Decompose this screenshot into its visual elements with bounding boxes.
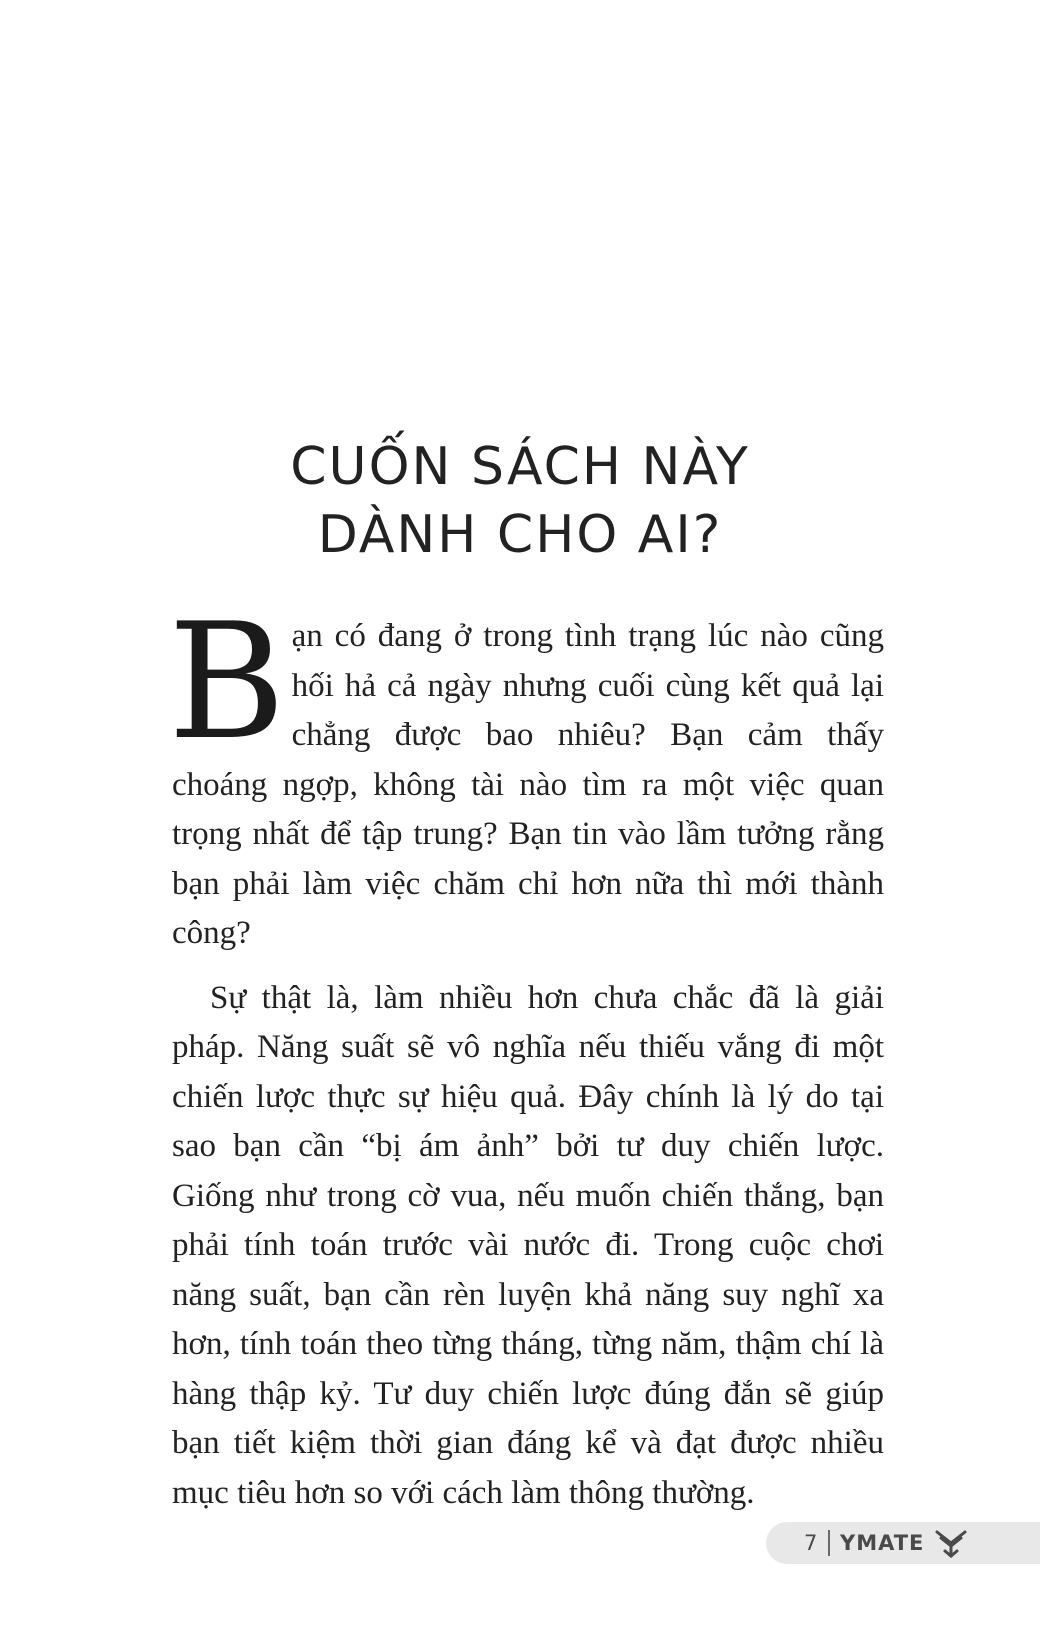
drop-cap: B (168, 588, 286, 775)
chapter-title-line-1: CUỐN SÁCH NÀY (290, 436, 750, 497)
footer-divider (828, 1530, 830, 1556)
page-number: 7 (804, 1531, 818, 1555)
brand-name: YMATE (840, 1531, 925, 1555)
paragraph-1 (168, 588, 884, 959)
body-text (168, 588, 884, 1518)
page-footer-tab (766, 1522, 1040, 1564)
ymate-logo-icon (934, 1528, 968, 1558)
chapter-title-line-2: DÀNH CHO AI? (317, 504, 723, 565)
paragraph-2: Sự thật là, làm nhiều hơn chưa chắc đã là giải pháp. Năng suất sẽ vô nghĩa nếu thiếu vắng đi một chiến lược thực sự hiệu quả. Đây chính là lý do tại sao bạn cần “bị ám ảnh” bởi tư duy chiến lược. Giống như trong cờ vua, nếu muốn chiến thắng, bạn phải tính toán trước vài nước đi. Trong cuộc chơi năng suất, bạn cần rèn luyện khả năng suy nghĩ xa hơn, tính toán theo từng tháng, từng năm, thậm chí là hàng thập kỷ. Tư duy chiến lược đúng đắn sẽ giúp bạn tiết kiệm thời gian đáng kể và đạt được nhiều mục tiêu hơn so với cách làm thông thường. (172, 979, 884, 1511)
chapter-title (0, 433, 1040, 569)
paragraph-1-text: ạn có đang ở trong tình trạng lúc nào cũng hối hả cả ngày nhưng cuối cùng kết quả lại chẳng được bao nhiêu? Bạn cảm thấy choáng ngợp, không tài nào tìm ra một việc quan trọng nhất để tập trung? Bạn tin vào lầm tưởng rằng bạn phải làm việc chăm chỉ hơn nữa thì mới thành công? (172, 618, 884, 951)
